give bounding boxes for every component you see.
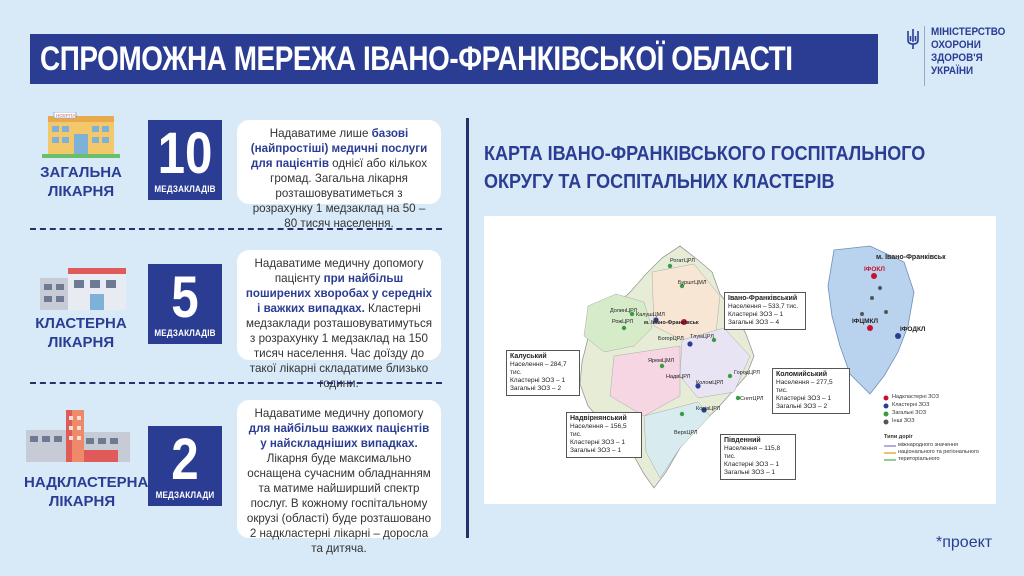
ministry-name: МІНІСТЕРСТВО ОХОРОНИ ЗДОРОВ'Я УКРАЇНИ <box>931 26 1006 77</box>
city-label: ТлумЦРЛ <box>690 334 714 340</box>
city-label: ВерхЦРЛ <box>674 430 698 436</box>
cluster-box-kolomyia: Коломийський Населення – 277,5 тис. Кластерні ЗОЗ – 1 Загальні ЗОЗ – 2 <box>772 368 850 414</box>
cluster-box-nadvirna: Надвірнянський Населення – 156,5 тис. Кластерні ЗОЗ – 1 Загальні ЗОЗ – 1 <box>566 412 642 458</box>
page-title-bar <box>30 34 878 84</box>
city-label: КалушЦМЛ <box>636 312 665 318</box>
supercluster-hospital-icon <box>26 410 130 462</box>
inset-hospital-label: ІФЦМКЛ <box>852 318 879 325</box>
row-divider <box>30 382 442 384</box>
cluster-hospital-icon <box>40 268 126 310</box>
vertical-divider <box>466 118 469 538</box>
general-hospital-label: ЗАГАЛЬНА ЛІКАРНЯ <box>40 164 122 200</box>
city-label: КоломЦРЛ <box>696 380 724 386</box>
supercluster-hospital-label: НАДКЛАСТЕРНА ЛІКАРНЯ <box>24 474 149 510</box>
cluster-hospital-label: КЛАСТЕРНА ЛІКАРНЯ <box>35 315 127 351</box>
general-description-card: Надаватиме лише базові (найпростіші) медичні послуги для пацієнтів однієї або кількох громад. Загальна лікарня розташовуватиметься з розрахунку 1 медзаклад на 50 – 80 тисяч населення. <box>237 120 441 204</box>
cluster-box-kalush: Калуський Населення – 284,7 тис. Кластерні ЗОЗ – 1 Загальні ЗОЗ – 2 <box>506 350 580 396</box>
supercluster-description-card: Надаватиме медичну допомогу для найбільш важких пацієнтів у найскладніших випадках. Лікарня буде максимально оснащена сучасним обладнанням та матиме найширший спектр послуг. В кожному госпітальному окрузі (області) буде розташовано 2 надкластерні лікарні – доросла та дитяча. <box>237 400 441 538</box>
trident-icon <box>906 28 920 50</box>
cluster-unit: МЕДЗАКЛАДІВ <box>154 328 216 339</box>
supercluster-count-box <box>148 426 222 506</box>
cluster-box-south: Південний Населення – 115,8 тис. Кластерні ЗОЗ – 1 Загальні ЗОЗ – 1 <box>720 434 796 480</box>
city-label: м. Івано-Франківськ <box>644 320 699 326</box>
inset-hospital-label: ІФОКЛ <box>864 266 885 273</box>
general-count: 10 <box>157 121 213 186</box>
cluster-description-card: Надаватиме медичну допомогу пацієнту при найбільш поширених хворобах у середніх і важких випадках. Кластерні медзаклади розташовуватимуться з розрахунку 1 медзаклад на 150 тисяч населення. Час доїзду до такої лікарні складатиме близько години. <box>237 250 441 360</box>
city-label: НадвЦРЛ <box>666 374 691 380</box>
cluster-count-box <box>148 264 222 344</box>
city-label: СнятЦРЛ <box>740 396 764 402</box>
map-title: КАРТА ІВАНО-ФРАНКІВСЬКОГО ГОСПІТАЛЬНОГО ОКРУГУ ТА ГОСПІТАЛЬНИХ КЛАСТЕРІВ <box>484 143 926 193</box>
logo-divider <box>924 26 925 86</box>
row-divider <box>30 228 442 230</box>
cluster-box-ivano-frankivsk: Івано-Франківський Населення – 533,7 тис. Кластерні ЗОЗ – 1 Загальні ЗОЗ – 4 <box>724 292 806 330</box>
south-cluster-area <box>644 402 710 478</box>
map-legend: Надкластерні ЗОЗ Кластерні ЗОЗ Загальні ЗОЗ Інші ЗОЗ <box>892 394 939 424</box>
city-label: БурштЦМЛ <box>678 280 707 286</box>
supercluster-count: 2 <box>171 427 199 492</box>
supercluster-unit: МЕДЗАКЛАДИ <box>155 490 215 501</box>
city-label: ЯремЦМЛ <box>648 358 675 364</box>
page-title: СПРОМОЖНА МЕРЕЖА ІВАНО-ФРАНКІВСЬКОЇ ОБЛАСТІ <box>40 39 793 78</box>
city-label: РожЦРЛ <box>612 319 634 325</box>
city-label: ДолинЦРЛ <box>610 308 638 314</box>
cluster-count: 5 <box>171 265 199 330</box>
city-label: РогатЦРЛ <box>670 258 695 264</box>
inset-hospital-label: ІФОДКЛ <box>900 326 926 333</box>
general-unit: МЕДЗАКЛАДІВ <box>154 184 216 195</box>
map-panel <box>484 216 996 504</box>
hospital-sign: HOSPITAL <box>56 113 78 118</box>
ministry-logo <box>906 26 1014 86</box>
general-hospital-icon <box>42 112 120 158</box>
inset-title: м. Івано-Франківськ <box>876 254 946 261</box>
city-label: КосівЦРЛ <box>696 406 721 412</box>
general-count-box <box>148 120 222 200</box>
city-label: БогорЦРЛ <box>658 336 684 342</box>
city-label: ГородЦРЛ <box>734 370 760 376</box>
roads-legend: Типи доріг міжнародного значення національного та регіонального територіального <box>884 434 979 462</box>
draft-note: *проект <box>936 534 993 551</box>
